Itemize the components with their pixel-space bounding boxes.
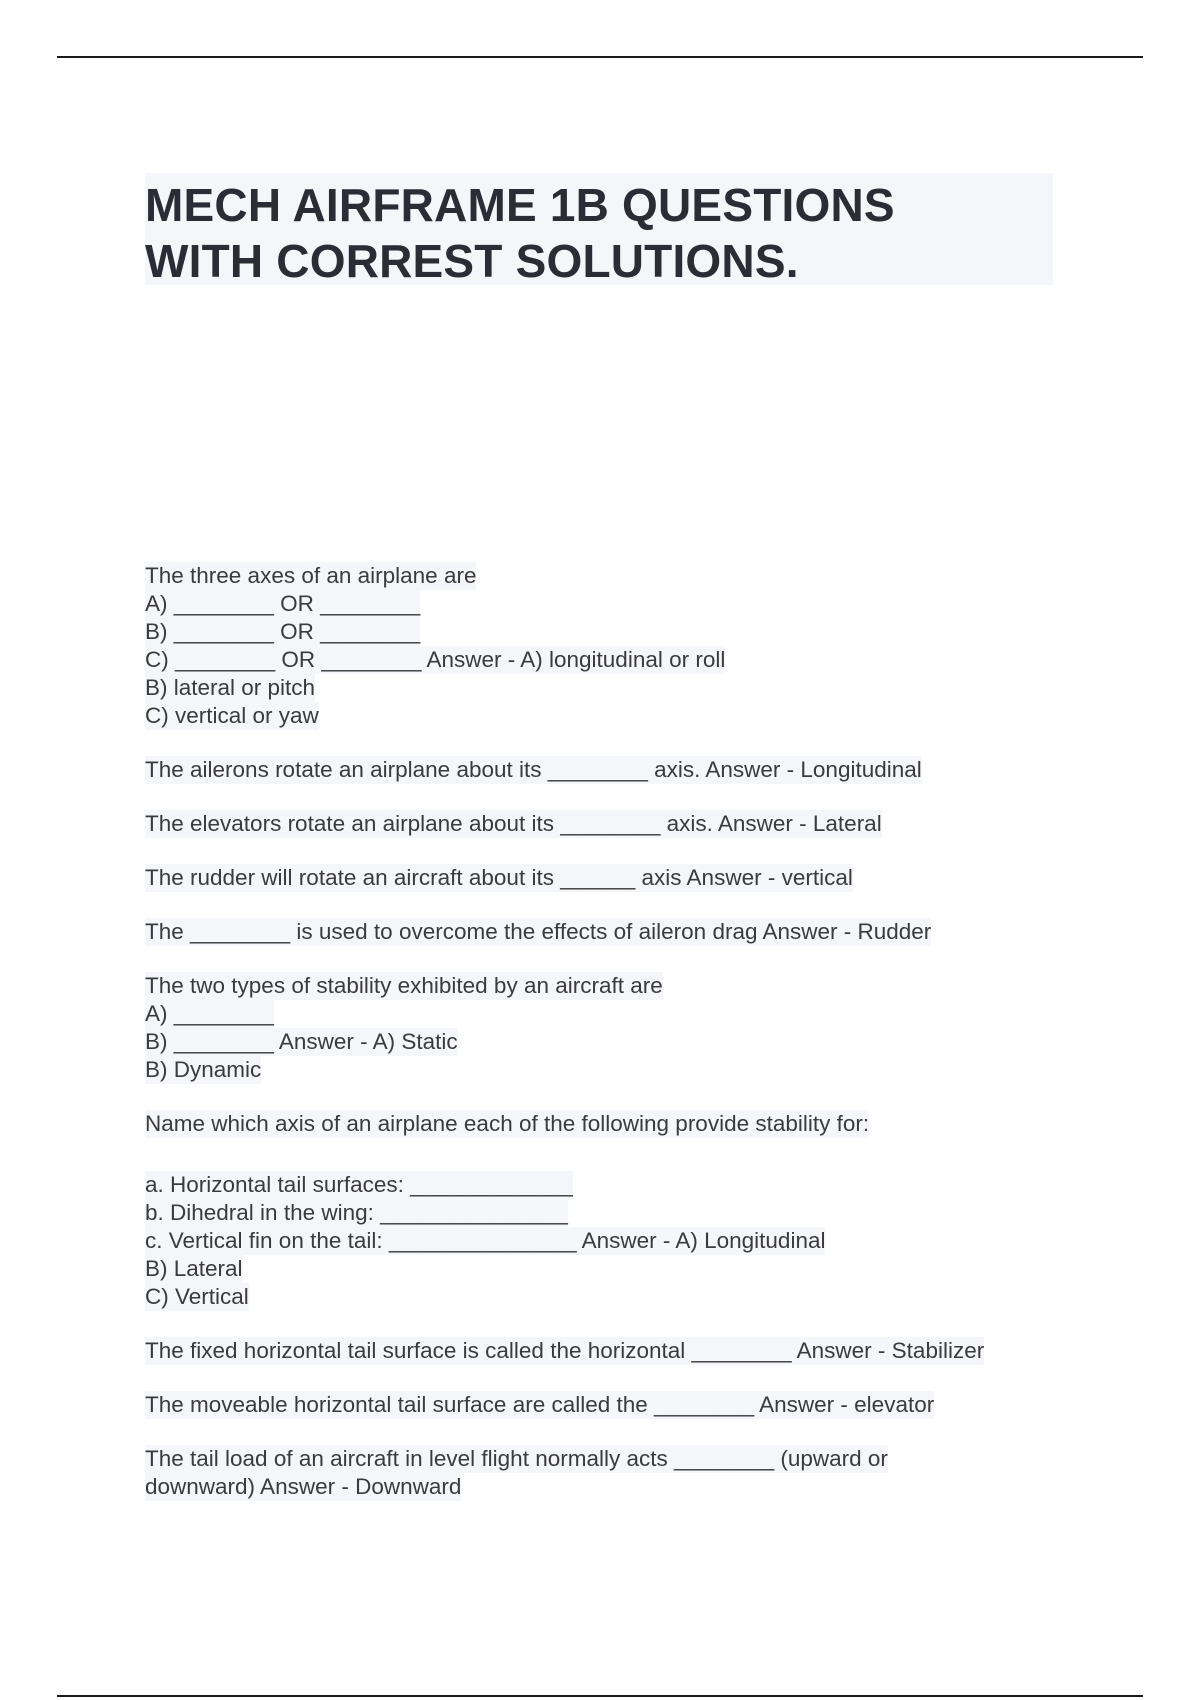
title-line-2: WITH CORREST SOLUTIONS. (145, 235, 799, 287)
qa-line: C) vertical or yaw (145, 703, 319, 728)
bottom-rule (57, 1695, 1143, 1697)
qa-line: B) Lateral (145, 1256, 243, 1281)
qa-line: The elevators rotate an airplane about its ________ axis. Answer - Lateral (145, 811, 882, 836)
qa-line: The three axes of an airplane are (145, 563, 477, 588)
qa-line: b. Dihedral in the wing: _______________ (145, 1200, 568, 1225)
qa-line: B) ________ Answer - A) Static (145, 1029, 458, 1054)
qa-line: a. Horizontal tail surfaces: _____________ (145, 1172, 573, 1197)
qa-line: Name which axis of an airplane each of the following provide stability for: (145, 1111, 870, 1136)
qa-item (145, 1337, 1065, 1365)
qa-line: c. Vertical fin on the tail: _______________ Answer - A) Longitudinal (145, 1228, 826, 1253)
qa-item (145, 1110, 1065, 1311)
qa-line: The ________ is used to overcome the effects of aileron drag Answer - Rudder (145, 919, 932, 944)
qa-line: The tail load of an aircraft in level flight normally acts ________ (upward or (145, 1446, 888, 1471)
qa-item (145, 864, 1065, 892)
qa-line: The fixed horizontal tail surface is called the horizontal ________ Answer - Stabilizer (145, 1338, 985, 1363)
qa-line: downward) Answer - Downward (145, 1474, 462, 1499)
qa-line: C) ________ OR ________ Answer - A) longitudinal or roll (145, 647, 726, 672)
qa-list (145, 562, 1065, 1501)
qa-item (145, 1445, 1065, 1501)
qa-line: B) lateral or pitch (145, 675, 316, 700)
qa-item (145, 810, 1065, 838)
qa-line: B) ________ OR ________ (145, 619, 421, 644)
document-title (145, 173, 1053, 289)
title-block (145, 173, 1053, 285)
qa-item (145, 562, 1065, 730)
qa-line: A) ________ (145, 1001, 274, 1026)
qa-item (145, 918, 1065, 946)
qa-line: C) Vertical (145, 1284, 249, 1309)
top-rule (57, 56, 1143, 58)
qa-line: The ailerons rotate an airplane about its ________ axis. Answer - Longitudinal (145, 757, 922, 782)
qa-line: A) ________ OR ________ (145, 591, 421, 616)
qa-line: The rudder will rotate an aircraft about its ______ axis Answer - vertical (145, 865, 853, 890)
qa-line: B) Dynamic (145, 1057, 262, 1082)
title-line-1: MECH AIRFRAME 1B QUESTIONS (145, 179, 895, 231)
qa-item (145, 756, 1065, 784)
qa-item (145, 972, 1065, 1084)
qa-line: The moveable horizontal tail surface are called the ________ Answer - elevator (145, 1392, 935, 1417)
qa-line: The two types of stability exhibited by an aircraft are (145, 973, 663, 998)
qa-item (145, 1391, 1065, 1419)
